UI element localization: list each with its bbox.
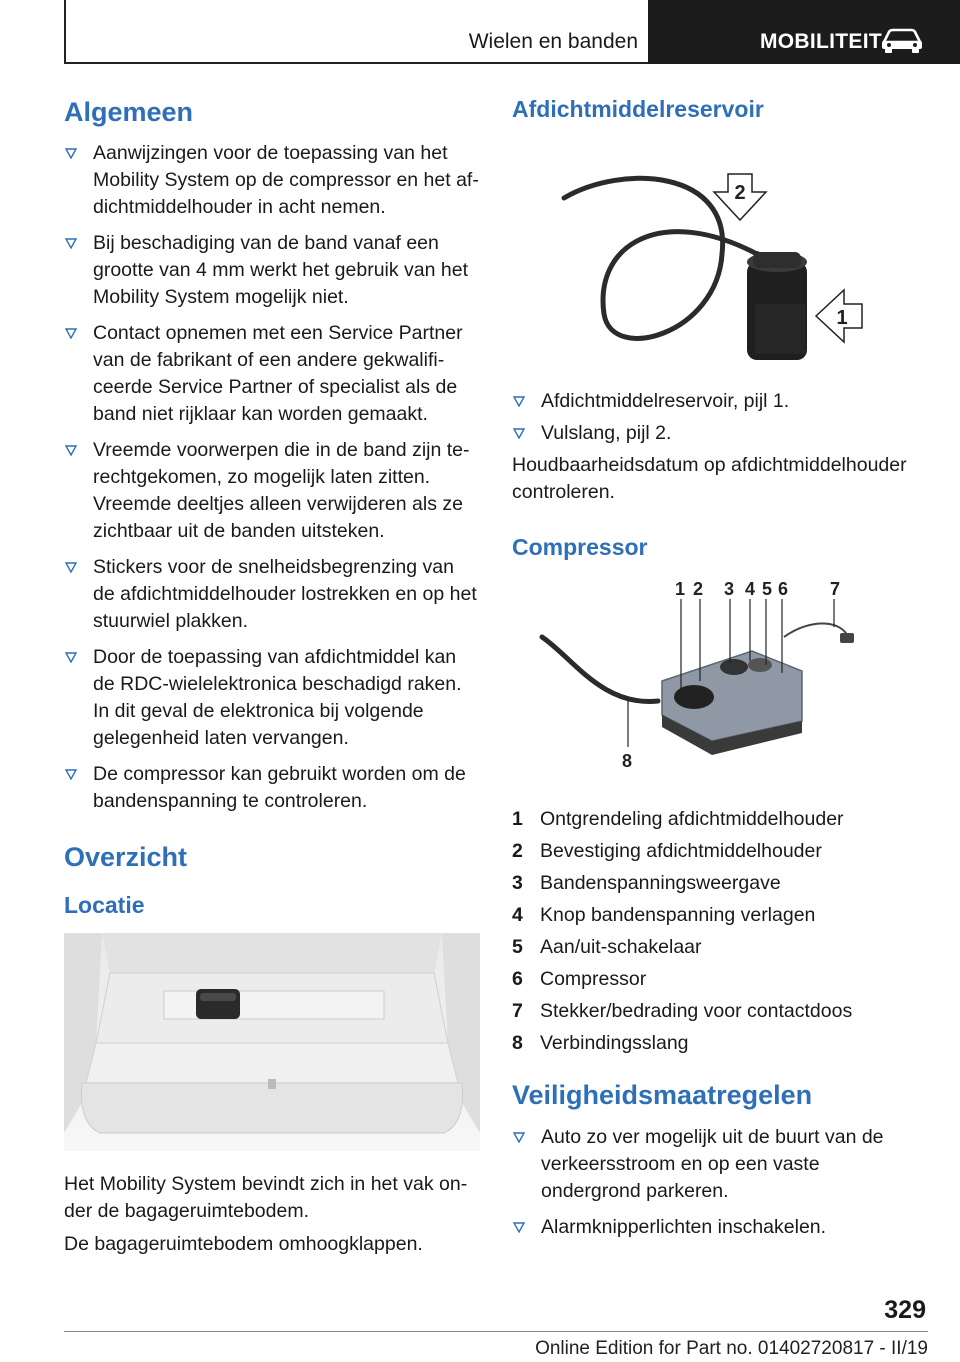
sealant-reservoir-image — [512, 134, 912, 374]
figure-label-2: 2 — [693, 579, 704, 600]
item-text: Verbindingsslang — [540, 1032, 689, 1055]
bullet-text: Vreemde voorwerpen die in de band zijn terechtgekomen, zo mogelijk laten zitten. Vreemde deeltjes alleen verwijderen als ze zichtbaar uit de banden uitsteken. — [93, 439, 470, 543]
bullet-text: De compressor kan gebruikt worden om de bandenspanning te controleren. — [93, 763, 466, 813]
paragraph: Het Mobility System bevindt zich in het vak onder de bagageruimtebodem. — [64, 1173, 468, 1223]
bullet-text: Aanwijzingen voor de toepassing van het Mobility System op de compressor en het afdichtmiddelhouder in acht nemen. — [93, 142, 479, 219]
bullet-text: Stickers voor de snelheidsbegrenzing van de afdichtmiddelhouder lostrekken en op het stuurwiel plakken. — [93, 556, 477, 633]
triangle-bullet-icon — [513, 1222, 525, 1233]
section-title-algemeen: Algemeen — [64, 97, 194, 127]
figure-label-1: 1 — [836, 306, 848, 329]
list-item — [512, 867, 912, 899]
list-item — [64, 761, 480, 815]
list-item — [64, 230, 480, 311]
section-title-compressor: Compressor — [512, 533, 648, 560]
triangle-bullet-icon — [65, 148, 77, 159]
list-item — [64, 554, 480, 635]
list-item — [64, 437, 480, 545]
right-column — [512, 96, 912, 1250]
veiligheid-bullet-list — [512, 1124, 912, 1241]
item-text: Knop bandenspanning verlagen — [540, 904, 816, 927]
list-item — [512, 835, 912, 867]
triangle-bullet-icon — [65, 562, 77, 573]
paragraph: Houdbaarheidsdatum op afdichtmiddelhouder controleren. — [512, 453, 907, 503]
compressor-legend-list — [512, 803, 912, 1059]
car-icon — [880, 26, 924, 54]
list-item — [512, 420, 912, 447]
list-item — [512, 388, 912, 415]
list-item — [512, 995, 912, 1027]
figure-label-5: 5 — [762, 579, 773, 600]
subsection-title-locatie: Locatie — [64, 891, 145, 918]
figure-label-4: 4 — [745, 579, 756, 600]
figure-label-3: 3 — [724, 579, 735, 600]
header-bottom-rule — [64, 62, 648, 64]
figure-label-2: 2 — [734, 181, 746, 204]
item-text: Bevestiging afdichtmiddelhouder — [540, 840, 822, 863]
triangle-bullet-icon — [513, 428, 525, 439]
item-text: Compressor — [540, 968, 647, 991]
triangle-bullet-icon — [513, 396, 525, 407]
section-title-reservoir: Afdichtmiddelreservoir — [512, 96, 764, 122]
item-number: 7 — [512, 1000, 523, 1023]
triangle-bullet-icon — [513, 1132, 525, 1143]
paragraph: De bagageruimtebodem omhoogklappen. — [64, 1233, 423, 1256]
list-item — [512, 1027, 912, 1059]
item-text: Aan/uit-schakelaar — [540, 936, 702, 959]
item-number: 8 — [512, 1032, 523, 1055]
figure-label-7: 7 — [830, 579, 841, 600]
page-number: 329 — [884, 1296, 926, 1324]
triangle-bullet-icon — [65, 445, 77, 456]
bullet-text: Afdichtmiddelreservoir, pijl 1. — [541, 389, 790, 412]
trunk-location-image — [64, 933, 480, 1151]
item-text: Bandenspanningsweergave — [540, 872, 781, 895]
list-item — [64, 320, 480, 428]
list-item — [512, 899, 912, 931]
item-number: 4 — [512, 904, 523, 927]
list-item — [64, 644, 480, 752]
footer-rule — [64, 1331, 928, 1332]
left-column — [64, 96, 480, 1264]
list-item — [512, 1214, 912, 1241]
item-number: 2 — [512, 840, 523, 863]
figure-label-8: 8 — [622, 751, 633, 772]
bullet-text: Bij beschadiging van de band vanaf een grootte van 4 mm werkt het gebruik van het Mobility System mogelijk niet. — [93, 232, 469, 309]
list-item — [512, 931, 912, 963]
figure-label-6: 6 — [778, 579, 789, 600]
list-item — [512, 803, 912, 835]
algemeen-bullet-list — [64, 140, 480, 815]
figure-label-1: 1 — [675, 579, 686, 600]
header-chapter-tab — [648, 0, 960, 64]
item-number: 6 — [512, 968, 523, 991]
list-item — [64, 140, 480, 221]
header-section-title: Wielen en banden — [468, 30, 638, 53]
list-item — [512, 1124, 912, 1205]
item-number: 5 — [512, 936, 523, 959]
item-text: Stekker/bedrading voor contactdoos — [540, 1000, 853, 1023]
triangle-bullet-icon — [65, 652, 77, 663]
bullet-text: Vulslang, pijl 2. — [541, 421, 672, 444]
triangle-bullet-icon — [65, 769, 77, 780]
reservoir-bullet-list — [512, 388, 912, 447]
item-number: 3 — [512, 872, 523, 895]
triangle-bullet-icon — [65, 238, 77, 249]
header-left-rule — [64, 0, 66, 64]
bullet-text: Auto zo ver mogelijk uit de buurt van de verkeersstroom en op een vaste ondergrond parkeren. — [541, 1125, 884, 1202]
triangle-bullet-icon — [65, 328, 77, 339]
bullet-text: Alarmknipperlichten inschakelen. — [541, 1215, 827, 1238]
header-chapter-label: MOBILITEIT — [760, 30, 882, 53]
bullet-text: Door de toepassing van afdichtmiddel kan de RDC-wielelektronica beschadigd raken. In dit geval de elektronica bij volgende gelegenheid laten vervangen. — [93, 646, 462, 750]
bullet-text: Contact opnemen met een Service Partner van de fabrikant of een andere gekwalificeerde Service Partner of specialist als de band niet rijklaar kan worden gemaakt. — [93, 322, 463, 426]
item-text: Ontgrendeling afdichtmiddelhouder — [540, 808, 844, 831]
section-title-overzicht: Overzicht — [64, 842, 188, 873]
list-item — [512, 963, 912, 995]
compressor-image — [512, 577, 912, 789]
item-number: 1 — [512, 808, 523, 831]
section-title-veiligheid: Veiligheidsmaatregelen — [512, 1080, 813, 1111]
footer-edition-text: Online Edition for Part no. 01402720817 - II/19 — [535, 1338, 928, 1359]
